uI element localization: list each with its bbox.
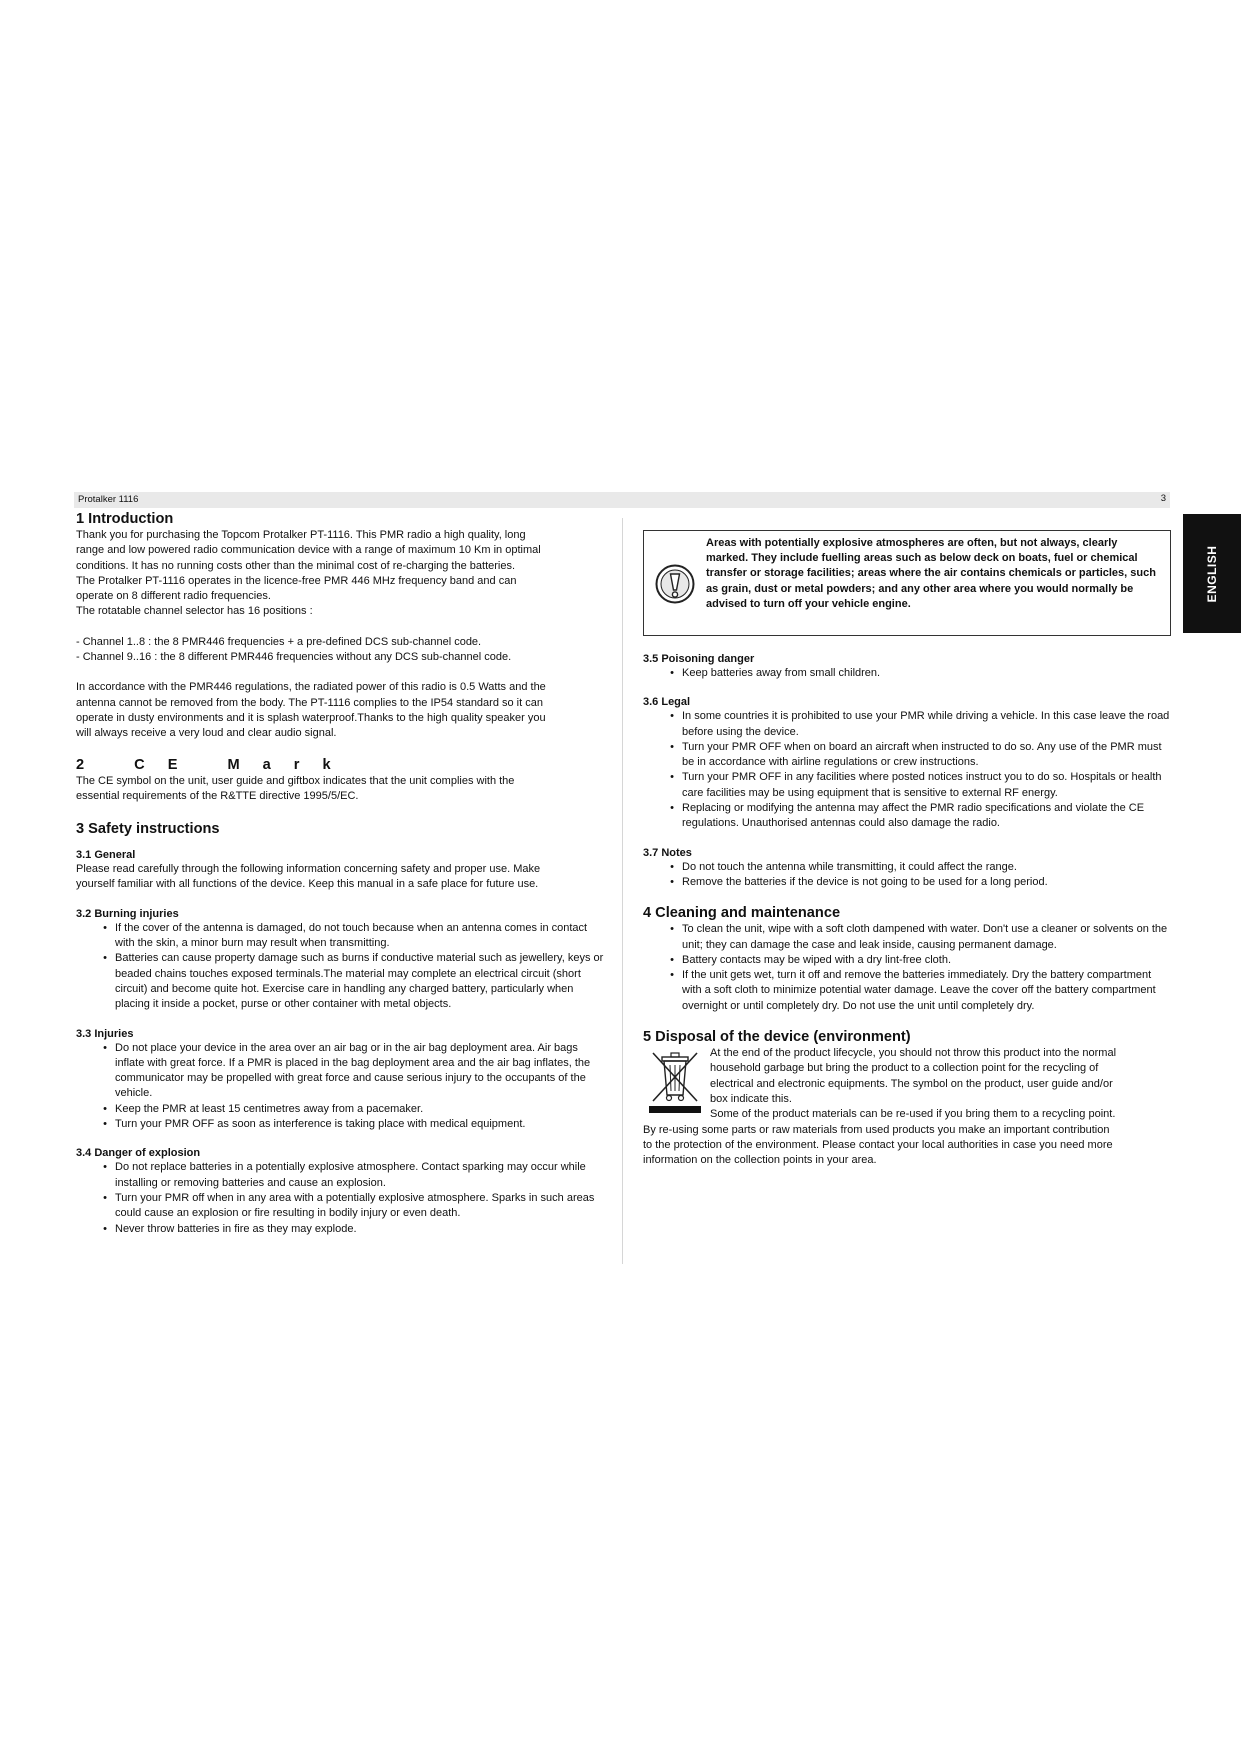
section-cleaning-title: 4 Cleaning and maintenance — [643, 905, 841, 922]
language-tab-label: ENGLISH — [1205, 545, 1219, 602]
disposal-block — [643, 1046, 1171, 1122]
warning-text: Areas with potentially explosive atmospheres are often, but not always, clearly marked. They include fuelling areas such as below deck on boats, fuel or chemical transfer or storage facilities; areas where the air contains chemicals or particles, such as grain, dust or metal powders; and any other area where you would normally be advised to turn off your vehicle engine. — [706, 537, 1156, 610]
list-item: • If the cover of the antenna is damaged, do not touch because when an antenna comes in contact with the skin, a minor burn may result when transmitting. — [103, 921, 588, 950]
header-product-name: Protalker 1116 — [78, 494, 139, 505]
disposal-text-continued: By re-using some parts or raw materials from used products you make an important contribution to the protection of the environment. Please contact your local authorities in case you need more information on the collection points in your area. — [643, 1123, 1113, 1167]
list-item: • Replacing or modifying the antenna may affect the PMR radio specifications and violate the CE regulations. Unauthorised antennas could also damage the radio. — [670, 802, 1145, 830]
list-item: • In some countries it is prohibited to use your PMR while driving a vehicle. In this case leave the road before using the device. — [670, 710, 1170, 738]
intro-paragraph-1: Thank you for purchasing the Topcom Protalker PT-1116. This PMR radio a high quality, long range and low powered radio communication device with a range of maximum 10 Km in optimal conditions. It has no running costs other than the minimal cost of re-charging the batteries. The Protalker PT-1116 operates in the licence-free PMR 446 MHz frequency band and can operate on 8 different radio frequencies. The rotatable channel selector has 16 positions : — [76, 529, 541, 618]
list-item: • Do not touch the antenna while transmitting, it could affect the range. — [670, 860, 1017, 873]
list-item: • Turn your PMR OFF as soon as interference is taking place with medical equipment. — [103, 1118, 526, 1131]
list-item: • Batteries can cause property damage such as burns if conductive material such as jewellery, keys or beaded chains touches exposed terminals.The material may complete an electrical circuit (short circuit) and become quite hot. Exercise care in handling any charged battery, particularly when placing it inside a pocket, purse or other container with metal objects. — [103, 952, 604, 1011]
section-disposal-title: 5 Disposal of the device (environment) — [643, 1029, 911, 1046]
crossed-out-bin-icon — [647, 1049, 703, 1115]
subsection-explosion-title: 3.4 Danger of explosion — [76, 1147, 201, 1160]
subsection-poisoning-title: 3.5 Poisoning danger — [643, 653, 755, 665]
page-header — [74, 492, 1170, 508]
section-introduction-title: 1 Introduction — [76, 511, 174, 527]
channel-line: - Channel 1..8 : the 8 PMR446 frequencies + a pre-defined DCS sub-channel code. — [76, 635, 482, 648]
warning-box — [643, 530, 1171, 636]
subsection-general-title: 3.1 General — [76, 849, 136, 862]
list-item: • Turn your PMR off when in any area with a potentially explosive atmosphere. Sparks in such areas could cause an explosion or fire resulting in bodily injury or even death. — [103, 1191, 595, 1220]
list-item: • Do not place your device in the area over an air bag or in the air bag deployment area. Air bags inflate with great force. If a PMR is placed in the bag deployment area and the air bag inflates, the communicator may be propelled with great force and cause serious injury to the occupants of the vehicle. — [103, 1041, 591, 1100]
list-item: • Remove the batteries if the device is not going to be used for a long period. — [670, 875, 1048, 888]
section-safety-title: 3 Safety instructions — [76, 821, 220, 838]
right-column — [643, 510, 1171, 1168]
list-item: • Keep batteries away from small children. — [670, 667, 881, 679]
language-tab — [1183, 514, 1241, 633]
list-item: • Turn your PMR OFF in any facilities where posted notices instruct you to do so. Hospitals or health care facilities may be using equipment that is sensitive to external RF energy. — [670, 771, 1162, 799]
list-item: • Do not replace batteries in a potentially explosive atmosphere. Contact sparking may occur while installing or removing batteries and cause an explosion. — [103, 1161, 586, 1189]
subsection-legal-title: 3.6 Legal — [643, 696, 691, 709]
list-item: • Never throw batteries in fire as they may explode. — [103, 1222, 357, 1235]
channel-list — [76, 635, 604, 666]
disposal-text: At the end of the product lifecycle, you should not throw this product into the normal household garbage but bring the product to a collection point for the recycling of electrical and electronic equipments. The symbol on the product, user guide and/or box indicate this. Some of the product materials can be re-used if you bring them to a recycling point. — [710, 1047, 1117, 1121]
subsection-burning-title: 3.2 Burning injuries — [76, 907, 179, 920]
list-item: • Keep the PMR at least 15 centimetres away from a pacemaker. — [103, 1102, 424, 1115]
list-item: • To clean the unit, wipe with a soft cloth dampened with water. Don't use a cleaner or solvents on the unit; they can damage the case and leak inside, causing permanent damage. — [670, 923, 1168, 951]
list-item: • Turn your PMR OFF when on board an aircraft when instructed to do so. Any use of the PMR must be in accordance with airline regulations or crew instructions. — [670, 740, 1162, 769]
ce-mark-text: The CE symbol on the unit, user guide and giftbox indicates that the unit complies with the essential requirements of the R&TTE directive 1995/5/EC. — [76, 774, 515, 802]
left-column — [76, 510, 604, 1237]
general-text: Please read carefully through the following information concerning safety and proper use. Make yourself familiar with all functions of the device. Keep this manual in a safe place for future use. — [76, 863, 541, 891]
page-number: 3 — [1160, 493, 1166, 504]
warning-exclamation-icon — [655, 564, 695, 604]
list-item: • If the unit gets wet, turn it off and remove the batteries immediately. Dry the battery compartment with a soft cloth to minimize potential water damage. Leave the cover off the battery compartment overnight or until completely dry. Do not use the unit until completely dry. — [670, 969, 1156, 1012]
column-divider — [622, 518, 623, 1264]
channel-line: - Channel 9..16 : the 8 different PMR446 frequencies without any DCS sub-channel code. — [76, 651, 512, 664]
intro-paragraph-2: In accordance with the PMR446 regulations, the radiated power of this radio is 0.5 Watts and the antenna cannot be removed from the body. The PT-1116 complies to the IP54 standard so it can operate in dusty environments and it is splash waterproof.Thanks to the high quality speaker you will always receive a very loud and clear audio signal. — [76, 681, 546, 740]
list-item: • Battery contacts may be wiped with a dry lint-free cloth. — [670, 953, 952, 966]
subsection-notes-title: 3.7 Notes — [643, 846, 692, 859]
subsection-injuries-title: 3.3 Injuries — [76, 1027, 134, 1040]
section-ce-mark-title: 2 CE Mark — [76, 756, 354, 773]
